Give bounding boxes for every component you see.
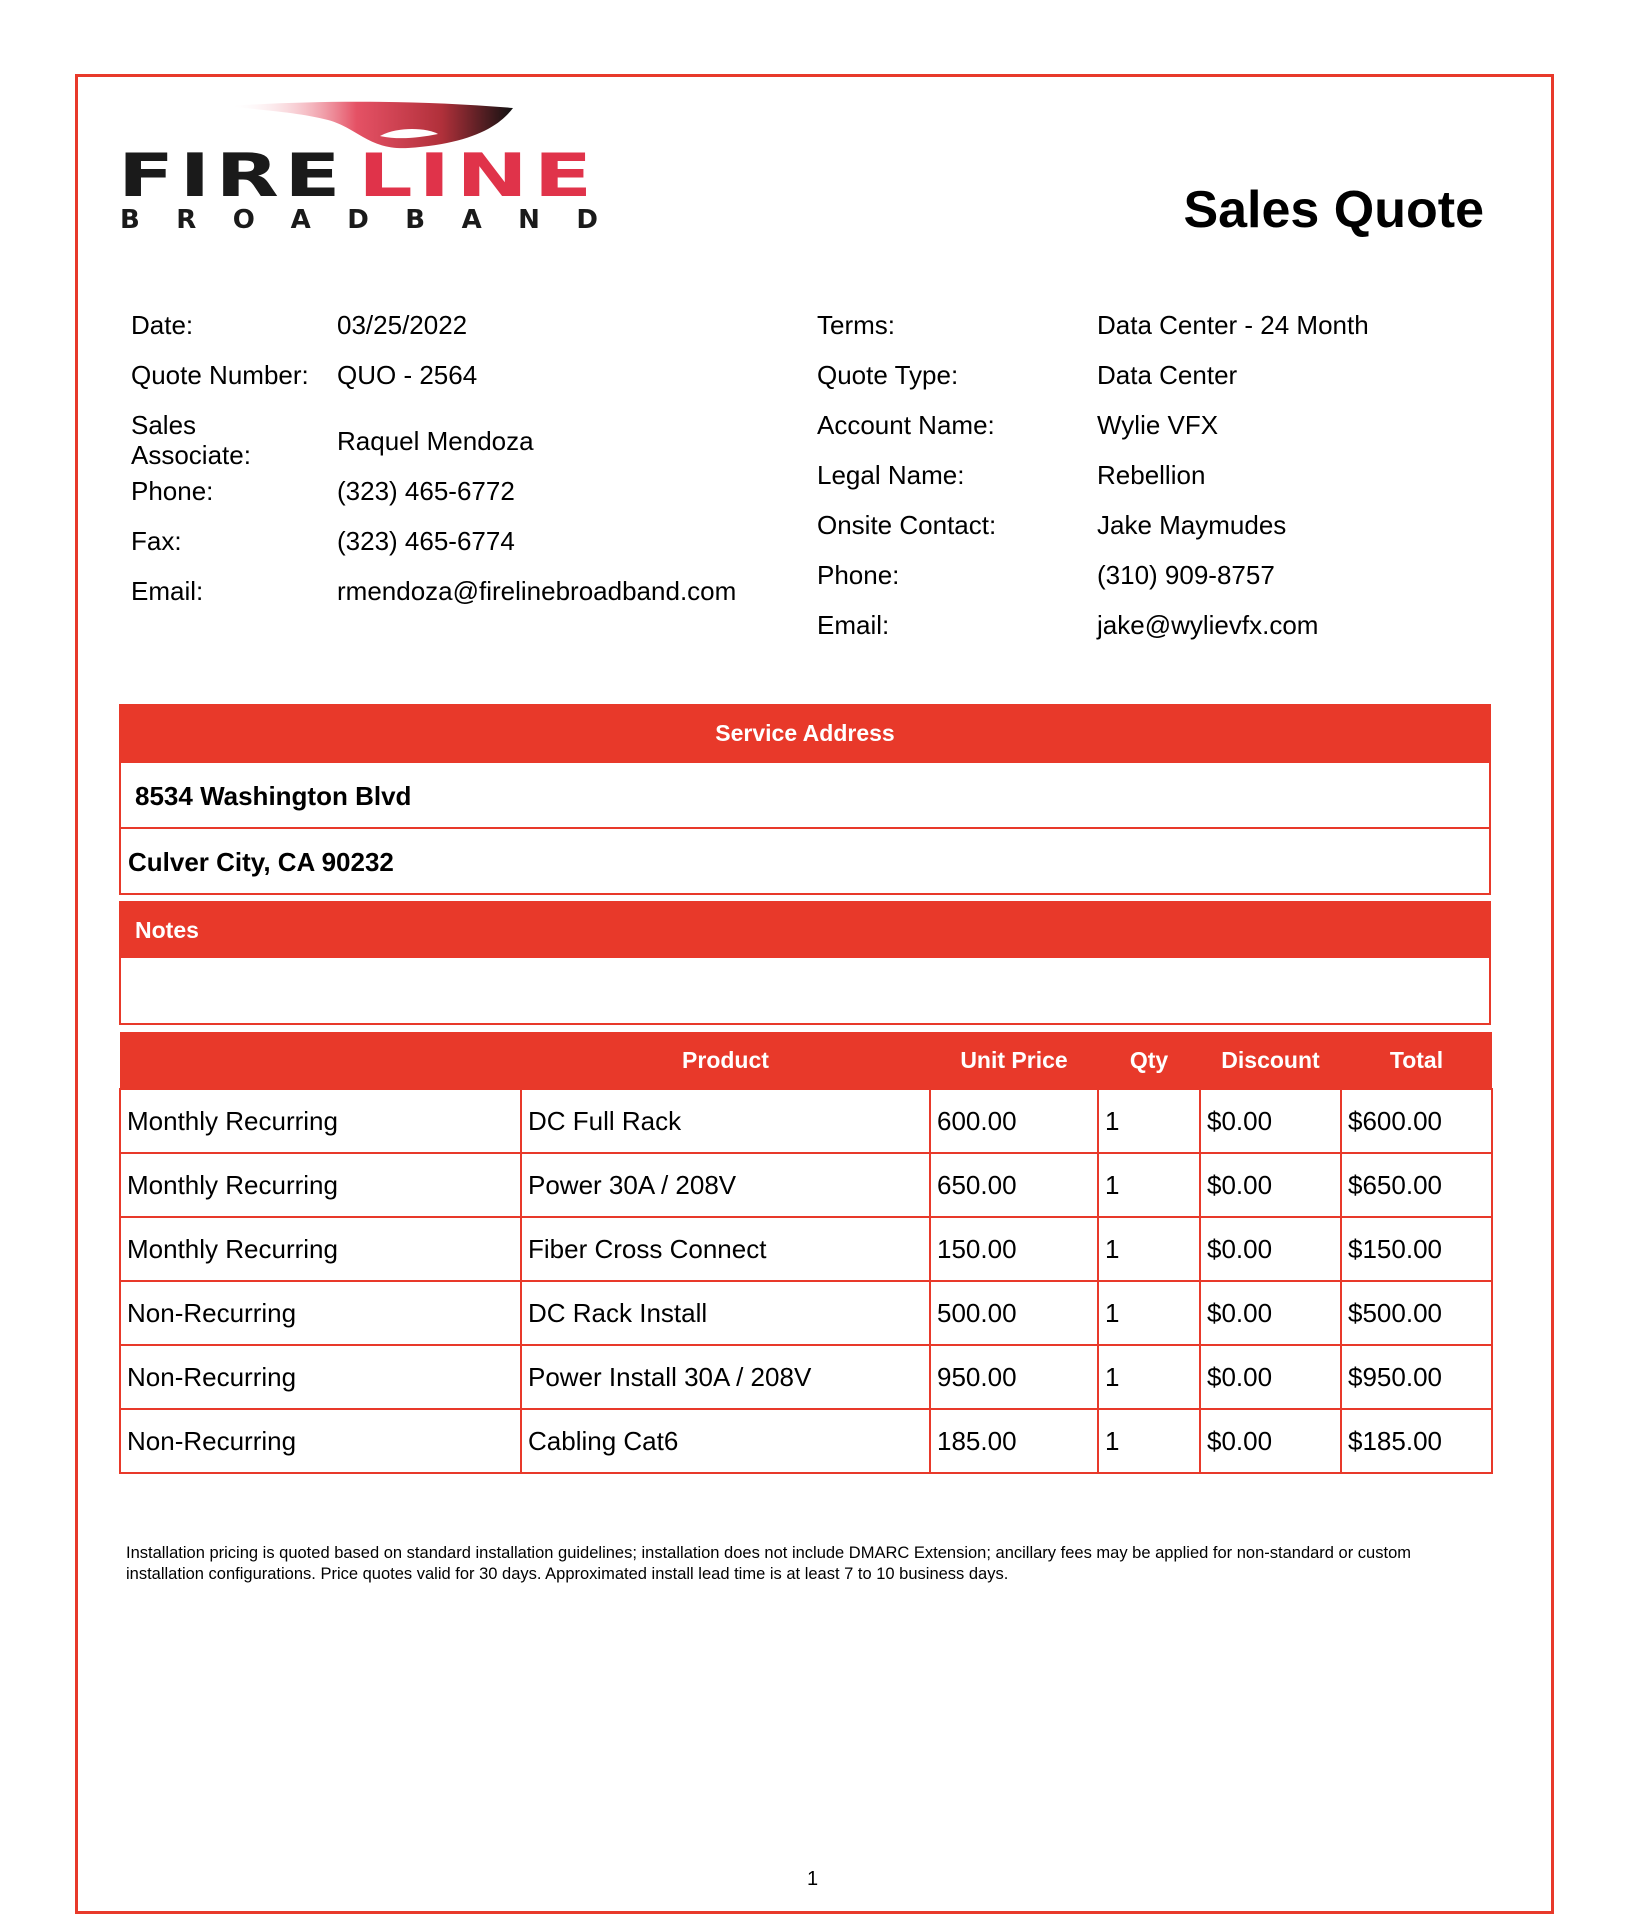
info-label: Email: [131, 576, 204, 606]
cell-product: Cabling Cat6 [521, 1409, 930, 1473]
info-row-email [131, 572, 771, 622]
info-value: Wylie VFX [1097, 410, 1219, 440]
info-label: Terms: [817, 310, 895, 340]
table-row [120, 1217, 1492, 1281]
info-label: Onsite Contact: [817, 510, 997, 540]
info-row-date [131, 306, 771, 356]
info-row-terms [817, 306, 1437, 356]
cell-discount: $0.00 [1200, 1153, 1341, 1217]
info-value: (323) 465-6772 [337, 476, 515, 506]
page-title: Sales Quote [1183, 181, 1484, 239]
info-value: Raquel Mendoza [337, 426, 534, 456]
info-row-quote-number [131, 356, 771, 406]
cell-qty: 1 [1098, 1089, 1200, 1153]
cell-discount: $0.00 [1200, 1281, 1341, 1345]
info-label: Phone: [131, 476, 214, 506]
info-value: QUO - 2564 [337, 360, 478, 390]
info-value: Data Center - 24 Month [1097, 310, 1369, 340]
column-header-total: Total [1341, 1032, 1492, 1089]
info-value-email-link[interactable]: jake@wylievfx.com [1097, 610, 1319, 640]
info-row-fax [131, 522, 771, 572]
info-value: Rebellion [1097, 460, 1206, 490]
cell-product: Power Install 30A / 208V [521, 1345, 930, 1409]
service-address-header: Service Address [121, 706, 1489, 761]
service-address-line1: 8534 Washington Blvd [121, 761, 1489, 827]
info-row-email [817, 606, 1437, 656]
cell-discount: $0.00 [1200, 1409, 1341, 1473]
service-address-box [119, 704, 1491, 895]
cell-qty: 1 [1098, 1409, 1200, 1473]
cell-type: Monthly Recurring [120, 1153, 521, 1217]
cell-unit-price: 185.00 [930, 1409, 1098, 1473]
seller-info [131, 306, 771, 622]
cell-qty: 1 [1098, 1345, 1200, 1409]
cell-product: Fiber Cross Connect [521, 1217, 930, 1281]
page-number: 1 [807, 1868, 819, 1890]
svg-text:FIRE: FIRE [118, 141, 346, 211]
disclaimer-text: Installation pricing is quoted based on standard installation guidelines; installation does not include DMARC Extension; ancillary fees may be applied for non-standard or custom installation configurations. Price quotes valid for 30 days. Approximated install lead time is at least 7 to 10 business days. [126, 1544, 1411, 1583]
table-row [120, 1281, 1492, 1345]
cell-total: $185.00 [1341, 1409, 1492, 1473]
info-row-quote-type [817, 356, 1437, 406]
column-header-discount: Discount [1200, 1032, 1341, 1089]
info-row-sales-associate [131, 406, 771, 472]
cell-type: Non-Recurring [120, 1345, 521, 1409]
cell-product: Power 30A / 208V [521, 1153, 930, 1217]
cell-product: DC Full Rack [521, 1089, 930, 1153]
info-row-legal-name [817, 456, 1437, 506]
customer-info [817, 306, 1437, 656]
info-label: Fax: [131, 526, 182, 556]
info-value: (323) 465-6774 [337, 526, 515, 556]
table-row [120, 1089, 1492, 1153]
table-row [120, 1153, 1492, 1217]
table-row [120, 1409, 1492, 1473]
fireline-logo-graphic [118, 98, 603, 233]
info-label: Date: [131, 310, 194, 340]
table-header-row [120, 1032, 1492, 1089]
info-value: (310) 909-8757 [1097, 560, 1275, 590]
cell-type: Non-Recurring [120, 1409, 521, 1473]
cell-qty: 1 [1098, 1281, 1200, 1345]
cell-type: Non-Recurring [120, 1281, 521, 1345]
info-row-onsite-contact [817, 506, 1437, 556]
cell-unit-price: 500.00 [930, 1281, 1098, 1345]
cell-unit-price: 950.00 [930, 1345, 1098, 1409]
info-row-account-name [817, 406, 1437, 456]
cell-product: DC Rack Install [521, 1281, 930, 1345]
cell-unit-price: 650.00 [930, 1153, 1098, 1217]
service-address-line2: Culver City, CA 90232 [121, 827, 1489, 893]
cell-discount: $0.00 [1200, 1345, 1341, 1409]
table-row [120, 1345, 1492, 1409]
info-value: Jake Maymudes [1097, 510, 1287, 540]
cell-total: $650.00 [1341, 1153, 1492, 1217]
info-value: Data Center [1097, 360, 1238, 390]
column-header-type [120, 1032, 521, 1089]
info-label: Account Name: [817, 410, 995, 440]
info-label: Phone: [817, 560, 900, 590]
info-row-phone [131, 472, 771, 522]
notes-body [121, 958, 1489, 1023]
info-label: Quote Type: [817, 360, 959, 390]
cell-unit-price: 150.00 [930, 1217, 1098, 1281]
info-value-email-link[interactable]: rmendoza@firelinebroadband.com [337, 576, 737, 606]
column-header-unit-price: Unit Price [930, 1032, 1098, 1089]
cell-total: $950.00 [1341, 1345, 1492, 1409]
info-label: Email: [817, 610, 890, 640]
quote-line-items-table [119, 1032, 1493, 1474]
info-label: Legal Name: [817, 460, 965, 490]
fireline-logo [118, 98, 603, 233]
cell-type: Monthly Recurring [120, 1217, 521, 1281]
cell-total: $150.00 [1341, 1217, 1492, 1281]
notes-header: Notes [121, 903, 1489, 958]
cell-total: $500.00 [1341, 1281, 1492, 1345]
cell-total: $600.00 [1341, 1089, 1492, 1153]
info-label: Quote Number: [131, 360, 309, 390]
cell-qty: 1 [1098, 1153, 1200, 1217]
column-header-product: Product [521, 1032, 930, 1089]
info-label: Sales Associate: [131, 410, 251, 470]
svg-text:LINE: LINE [358, 141, 598, 211]
cell-qty: 1 [1098, 1217, 1200, 1281]
info-row-phone [817, 556, 1437, 606]
cell-discount: $0.00 [1200, 1217, 1341, 1281]
notes-box [119, 901, 1491, 1025]
cell-discount: $0.00 [1200, 1089, 1341, 1153]
cell-unit-price: 600.00 [930, 1089, 1098, 1153]
column-header-qty: Qty [1098, 1032, 1200, 1089]
svg-text:BROADBAND: BROADBAND [120, 205, 598, 233]
cell-type: Monthly Recurring [120, 1089, 521, 1153]
info-value: 03/25/2022 [337, 310, 468, 340]
